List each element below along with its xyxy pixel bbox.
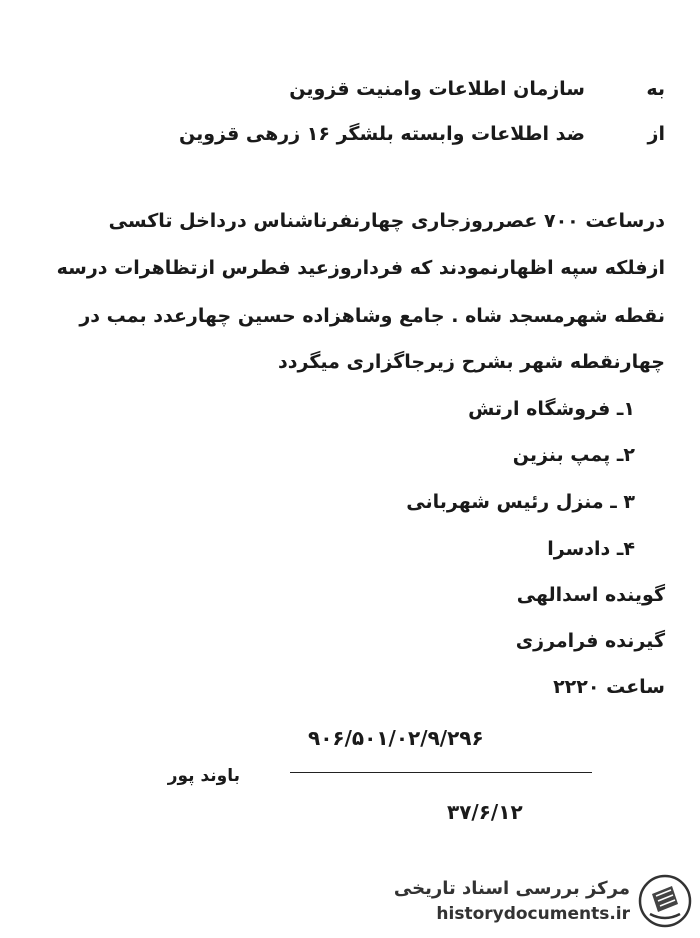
sender-line	[178, 123, 665, 145]
body-line-2: ازفلکه سپه اظهارنمودند که فرداروزعید فطرس ازتظاهرات درسه	[56, 257, 665, 279]
list-item-2: ۲ـ پمپ بنزین	[512, 444, 635, 466]
body-line-3: نقطه شهرمسجد شاه . جامع وشاهزاده حسین چهارعدد بمب در	[79, 305, 665, 327]
receiver-line: گیرنده فرامرزی	[515, 630, 665, 652]
recipient-line	[289, 78, 665, 100]
speaker-line: گوینده اسدالهی	[516, 584, 665, 606]
list-item-4: ۴ـ دادسرا	[547, 538, 635, 560]
list-item-1: ۱ـ فروشگاه ارتش	[468, 398, 635, 420]
document-scroll-logo-icon	[638, 874, 692, 928]
body-line-1: درساعت ۷۰۰ عصرروزجاری چهارنفرناشناس درداخل تاکسی	[108, 210, 665, 232]
sender-name: ضد اطلاعات وابسته بلشگر ۱۶ زرهی قزوین	[178, 123, 585, 145]
document-date: ۳۷/۶/۱۲	[447, 800, 523, 824]
signature-rule	[290, 772, 592, 773]
sender-prefix: از	[647, 123, 665, 145]
watermark-org-name: مرکز بررسی اسناد تاریخی	[393, 878, 630, 899]
archive-watermark	[393, 872, 692, 930]
signature-name: باوند پور	[167, 766, 240, 786]
list-item-3: ۳ ـ منزل رئیس شهربانی	[406, 491, 635, 513]
recipient-prefix: به	[646, 78, 665, 100]
recipient-name: سازمان اطلاعات وامنیت قزوین	[289, 78, 585, 100]
watermark-website: historydocuments.ir	[436, 904, 630, 924]
reference-number: ۹۰۶/۵۰۱/۰۲/۹/۲۹۶	[308, 726, 484, 750]
body-line-4: چهارنقطه شهر بشرح زیرجاگزاری میگردد	[278, 351, 665, 373]
time-line: ساعت ۲۲۲۰	[553, 676, 665, 698]
